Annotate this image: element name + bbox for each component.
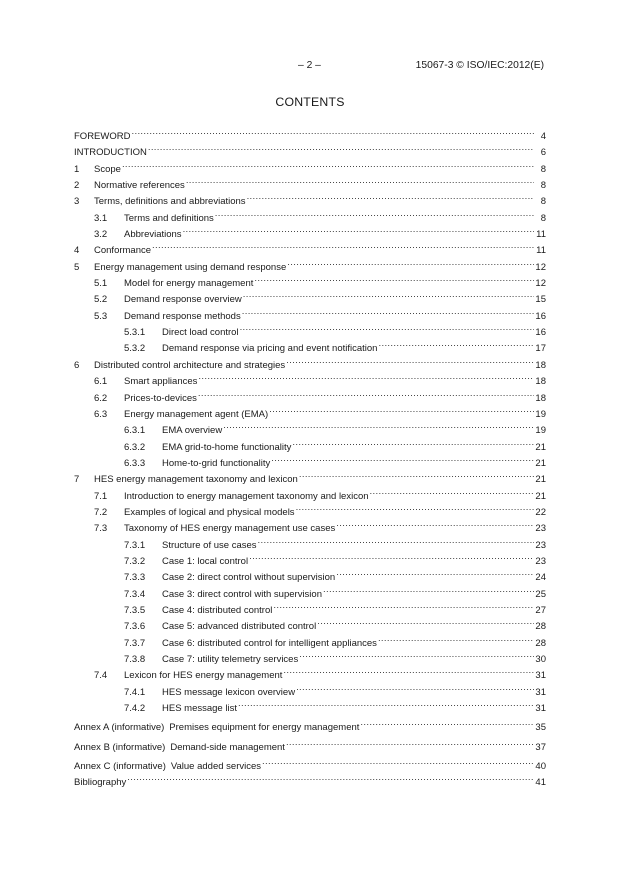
toc-dot-leader — [240, 323, 534, 335]
toc-page-number: 16 — [535, 310, 546, 322]
toc-page-number: 41 — [535, 777, 546, 789]
toc-dot-leader — [378, 339, 534, 351]
toc-page-number: 17 — [535, 343, 546, 355]
toc-entry[interactable] — [74, 470, 546, 486]
toc-entry-title: Prices-to-devices — [124, 392, 197, 404]
toc-entry-number: 6.1 — [94, 376, 108, 388]
toc-page-number: 15 — [535, 294, 546, 306]
toc-entry[interactable] — [74, 290, 546, 306]
toc-entry-number: 7 — [74, 474, 80, 486]
toc-dot-leader — [273, 601, 534, 613]
toc-entry-title: Case 6: distributed control for intelligent appliances — [162, 637, 377, 649]
toc-entry[interactable] — [74, 487, 546, 503]
toc-entry[interactable] — [74, 225, 546, 241]
toc-page-number: 30 — [535, 654, 546, 665]
toc-entry[interactable] — [74, 699, 546, 715]
toc-entry-number: 7.3.3 — [124, 572, 146, 584]
toc-entry[interactable] — [74, 503, 546, 519]
toc-entry-title: Structure of use cases — [162, 539, 257, 551]
toc-entry-number: 5.3 — [94, 310, 108, 322]
toc-entry-number: 7.3.6 — [124, 621, 146, 633]
toc-entry-title: Taxonomy of HES energy management use cases — [124, 523, 336, 535]
toc-entry[interactable] — [74, 552, 546, 568]
toc-page-number: 18 — [535, 359, 546, 371]
toc-dot-leader — [247, 192, 534, 204]
toc-page-number: 37 — [535, 741, 546, 753]
toc-dot-leader — [299, 650, 534, 662]
toc-dot-leader — [183, 225, 534, 237]
toc-entry-title: EMA overview — [162, 425, 223, 437]
toc-entry-title: Demand response overview — [124, 294, 242, 306]
toc-dot-leader — [336, 519, 534, 531]
toc-entry-title: Conformance — [94, 245, 152, 257]
toc-dot-leader — [254, 274, 534, 286]
toc-page-number: 24 — [535, 572, 546, 584]
toc-entry-number: 7.3.2 — [124, 555, 146, 567]
toc-entry-number: 6.3.2 — [124, 441, 146, 453]
toc-entry[interactable] — [74, 601, 546, 617]
toc-dot-leader — [296, 503, 534, 515]
toc-page-number: 8 — [540, 196, 546, 208]
toc-dot-leader — [198, 372, 534, 384]
toc-page-number: 23 — [535, 539, 546, 551]
toc-dot-leader — [323, 585, 534, 597]
toc-dot-leader — [223, 421, 534, 433]
toc-page-number: 21 — [535, 490, 546, 502]
toc-entry[interactable] — [74, 683, 546, 699]
toc-page-number: 28 — [535, 637, 546, 649]
toc-entry[interactable] — [74, 307, 546, 323]
toc-entry-number: 6.3 — [94, 408, 108, 420]
toc-entry[interactable] — [74, 666, 546, 682]
toc-entry-number: 7.3.5 — [124, 604, 146, 616]
toc-dot-leader — [296, 683, 534, 695]
toc-dot-leader — [299, 470, 534, 482]
toc-entry[interactable] — [74, 519, 546, 535]
toc-page-number: 31 — [535, 686, 546, 698]
toc-entry-title: Demand response methods — [124, 310, 241, 322]
toc-annex-label: Annex C (informative) — [74, 760, 166, 772]
toc-dot-leader — [238, 699, 534, 711]
toc-entry-title: FOREWORD — [74, 131, 131, 142]
toc-entry-title: Abbreviations — [124, 229, 182, 241]
toc-entry[interactable] — [74, 757, 546, 773]
toc-entry-title: EMA grid-to-home functionality — [162, 441, 292, 453]
toc-page-number: 31 — [535, 670, 546, 682]
toc-dot-leader — [122, 160, 534, 172]
toc-page-number: 16 — [535, 327, 546, 339]
toc-dot-leader — [262, 757, 534, 769]
toc-entry-number: 7.3.8 — [124, 654, 146, 665]
toc-entry[interactable] — [74, 356, 546, 372]
toc-entry-title: Case 1: local control — [162, 555, 249, 567]
toc-entry-title: Smart appliances — [124, 376, 198, 388]
toc-dot-leader — [271, 454, 534, 466]
toc-entry-number: 3.1 — [94, 212, 108, 224]
toc-dot-leader — [317, 617, 534, 629]
toc-entry-number: 5 — [74, 261, 80, 273]
toc-entry-title: Terms, definitions and abbreviations — [94, 196, 246, 208]
document-id: 15067-3 © ISO/IEC:2012(E) — [415, 60, 544, 71]
toc-entry[interactable] — [74, 438, 546, 454]
toc-entry[interactable] — [74, 617, 546, 633]
toc-entry[interactable] — [74, 634, 546, 650]
toc-entry[interactable] — [74, 127, 546, 143]
toc-page-number: 27 — [535, 604, 546, 616]
toc-dot-leader — [258, 536, 534, 548]
toc-dot-leader — [286, 356, 534, 368]
toc-entry-number: 5.2 — [94, 294, 108, 306]
toc-entry-title: Lexicon for HES energy management — [124, 670, 283, 682]
toc-entry-number: 7.3.1 — [124, 539, 146, 551]
toc-page-number: 35 — [535, 722, 546, 734]
toc-dot-leader — [148, 143, 534, 155]
toc-entry-title: HES message lexicon overview — [162, 686, 296, 698]
page-header — [0, 60, 620, 74]
toc-entry[interactable] — [74, 738, 546, 754]
toc-entry-number: 7.1 — [94, 490, 108, 502]
toc-dot-leader — [198, 389, 534, 401]
toc-entry-title: Normative references — [94, 180, 185, 192]
toc-page-number: 31 — [535, 703, 546, 715]
toc-entry[interactable] — [74, 568, 546, 584]
toc-entry-title: Case 3: direct control with supervision — [162, 588, 322, 600]
toc-entry-title: Premises equipment for energy management — [169, 722, 360, 734]
toc-entry-title: INTRODUCTION — [74, 147, 147, 159]
toc-entry-title: Demand-side management — [170, 741, 285, 753]
toc-entry-number: 6.2 — [94, 392, 108, 404]
toc-entry-title: Scope — [94, 163, 121, 175]
toc-dot-leader — [152, 241, 534, 253]
toc-page-number: 28 — [535, 621, 546, 633]
toc-entry-number: 3 — [74, 196, 80, 208]
toc-entry[interactable] — [74, 585, 546, 601]
toc-entry[interactable] — [74, 160, 546, 176]
table-of-contents — [74, 127, 546, 789]
toc-entry-title: Terms and definitions — [124, 212, 214, 224]
toc-entry[interactable] — [74, 454, 546, 470]
toc-page-number: 8 — [540, 212, 546, 224]
toc-dot-leader — [292, 438, 534, 450]
toc-page-number: 12 — [535, 261, 546, 273]
toc-entry-title: Energy management agent (EMA) — [124, 408, 269, 420]
toc-page-number: 12 — [535, 278, 546, 290]
toc-entry-number: 7.4 — [94, 670, 108, 682]
toc-entry[interactable] — [74, 405, 546, 421]
toc-entry[interactable] — [74, 143, 546, 159]
toc-entry[interactable] — [74, 421, 546, 437]
toc-entry-number: 5.3.2 — [124, 343, 146, 355]
toc-entry[interactable] — [74, 209, 546, 225]
toc-page-number: 8 — [540, 163, 546, 175]
toc-entry-number: 6 — [74, 359, 80, 371]
toc-page-number: 11 — [536, 245, 546, 257]
toc-entry-title: Energy management using demand response — [94, 261, 287, 273]
toc-entry-number: 1 — [74, 163, 80, 175]
toc-entry[interactable] — [74, 536, 546, 552]
toc-page-number: 19 — [535, 425, 546, 437]
toc-page-number: 18 — [535, 376, 546, 388]
toc-entry[interactable] — [74, 773, 546, 789]
page-title: CONTENTS — [275, 95, 345, 109]
toc-entry-title: Home-to-grid functionality — [162, 457, 271, 469]
toc-entry-title: Examples of logical and physical models — [124, 506, 295, 518]
toc-entry[interactable] — [74, 258, 546, 274]
toc-dot-leader — [186, 176, 534, 188]
toc-page-number: 40 — [535, 760, 546, 772]
toc-entry[interactable] — [74, 718, 546, 734]
toc-entry[interactable] — [74, 650, 546, 666]
toc-page-number: 25 — [535, 588, 546, 600]
toc-entry-title: Model for energy management — [124, 278, 254, 290]
toc-dot-leader — [360, 718, 534, 730]
toc-entry[interactable] — [74, 372, 546, 388]
toc-entry-title: Case 5: advanced distributed control — [162, 621, 317, 633]
toc-entry-number: 2 — [74, 180, 80, 192]
toc-entry-number: 7.2 — [94, 506, 108, 518]
toc-dot-leader — [287, 258, 534, 270]
toc-page-number: 11 — [536, 229, 546, 241]
toc-entry-number: 7.3 — [94, 523, 108, 535]
toc-entry[interactable] — [74, 176, 546, 192]
toc-page-number: 21 — [535, 441, 546, 453]
toc-entry-title: Direct load control — [162, 327, 239, 339]
toc-entry-title: HES message list — [162, 703, 237, 715]
toc-page-number: 19 — [535, 408, 546, 420]
toc-entry[interactable] — [74, 274, 546, 290]
toc-entry-title: Introduction to energy management taxonomy and lexicon — [124, 490, 369, 502]
page-number: – 2 – — [298, 60, 321, 71]
toc-page-number: 6 — [540, 147, 546, 159]
toc-entry-number: 4 — [74, 245, 80, 257]
toc-annex-label: Annex A (informative) — [74, 722, 165, 734]
toc-annex-label: Annex B (informative) — [74, 741, 166, 753]
toc-page-number: 23 — [535, 523, 546, 535]
toc-entry[interactable] — [74, 192, 546, 208]
toc-entry-number: 7.3.4 — [124, 588, 146, 600]
toc-dot-leader — [378, 634, 534, 646]
toc-dot-leader — [215, 209, 534, 221]
toc-dot-leader — [127, 773, 534, 785]
toc-entry-number: 5.1 — [94, 278, 108, 290]
toc-page-number: 22 — [535, 506, 546, 518]
toc-dot-leader — [131, 127, 534, 139]
toc-dot-leader — [286, 738, 534, 750]
toc-entry[interactable] — [74, 241, 546, 257]
toc-dot-leader — [370, 487, 534, 499]
toc-dot-leader — [243, 290, 534, 302]
toc-dot-leader — [283, 666, 534, 678]
toc-page-number: 21 — [535, 474, 546, 486]
toc-entry-title: Value added services — [170, 760, 262, 772]
toc-dot-leader — [336, 568, 534, 580]
toc-page-number: 8 — [540, 180, 546, 192]
toc-entry-title: HES energy management taxonomy and lexicon — [94, 474, 298, 486]
toc-entry[interactable] — [74, 323, 546, 339]
toc-entry-number: 7.3.7 — [124, 637, 146, 649]
toc-dot-leader — [269, 405, 534, 417]
toc-page-number: 18 — [535, 392, 546, 404]
toc-entry-title: Demand response via pricing and event notification — [162, 343, 378, 355]
toc-entry-number: 7.4.1 — [124, 686, 146, 698]
toc-entry-number: 7.4.2 — [124, 703, 146, 715]
toc-page-number: 4 — [540, 131, 546, 142]
toc-dot-leader — [242, 307, 534, 319]
toc-entry-title: Case 7: utility telemetry services — [162, 654, 299, 665]
toc-entry[interactable] — [74, 389, 546, 405]
toc-page-number: 21 — [535, 457, 546, 469]
toc-entry-title: Distributed control architecture and strategies — [94, 359, 286, 371]
toc-page-number: 23 — [535, 555, 546, 567]
toc-entry-title: Case 4: distributed control — [162, 604, 273, 616]
toc-entry-number: 3.2 — [94, 229, 108, 241]
toc-dot-leader — [249, 552, 534, 564]
toc-entry-title: Bibliography — [74, 777, 127, 789]
toc-entry-number: 5.3.1 — [124, 327, 146, 339]
toc-entry-number: 6.3.1 — [124, 425, 146, 437]
toc-entry-title: Case 2: direct control without supervision — [162, 572, 336, 584]
toc-entry-number: 6.3.3 — [124, 457, 146, 469]
toc-entry[interactable] — [74, 339, 546, 355]
